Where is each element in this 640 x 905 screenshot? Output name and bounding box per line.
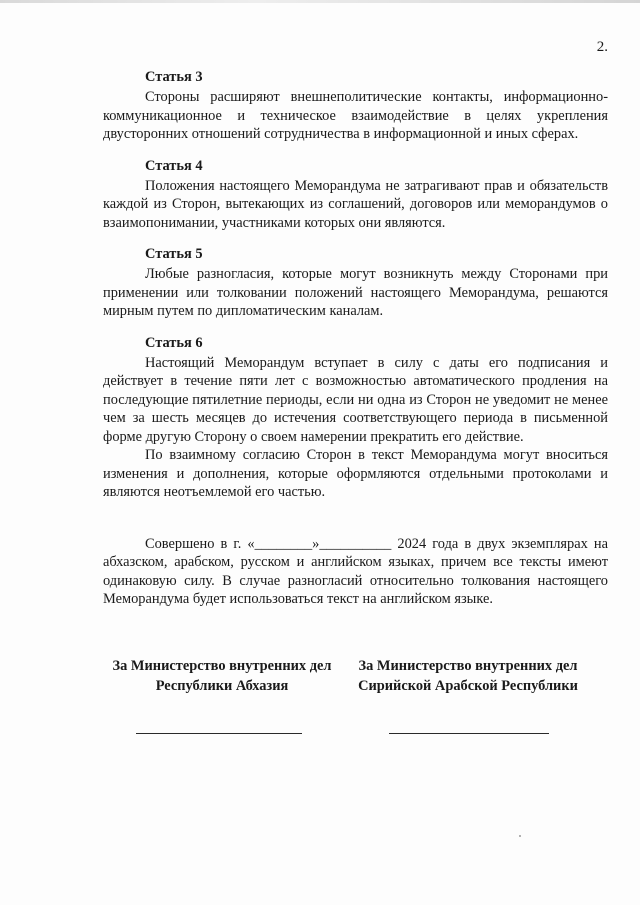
spacer bbox=[103, 232, 608, 245]
scan-edge-shadow bbox=[0, 0, 640, 3]
page-number: 2. bbox=[596, 39, 608, 55]
signatory-title-line-2: Республики Абхазия bbox=[155, 678, 289, 694]
signature-block-syria bbox=[347, 656, 589, 696]
article-5-heading: Статья 5 bbox=[145, 246, 203, 262]
signatory-title-line-1: За Министерство внутренних дел bbox=[358, 658, 578, 674]
article-4-paragraph: Положения настоящего Меморандума не затрагивают прав и обязательств каждой из Сторон, вытекающих из соглашений, договоров или меморандумов о взаимопонимании, участниками которых они являются. bbox=[103, 177, 608, 231]
signature-line-right bbox=[389, 733, 549, 734]
article-5-paragraph: Любые разногласия, которые могут возникнуть между Сторонами при применении или толковании положений настоящего Меморандума, решаются мирным путем по дипломатическим каналам. bbox=[103, 266, 608, 319]
spacer bbox=[103, 144, 608, 157]
article-3-paragraph: Стороны расширяют внешнеполитические контакты, информационно-коммуникационное и техническое взаимодействие в целях укрепления двусторонних отношений сотрудничества в информационной и иных сферах. bbox=[103, 89, 608, 142]
spacer bbox=[103, 502, 608, 535]
scan-artifact-dot bbox=[519, 835, 521, 837]
article-4-heading: Статья 4 bbox=[145, 157, 203, 174]
article-6-paragraph-2: По взаимному согласию Сторон в текст Меморандума могут вноситься изменения и дополнения, которые оформляются отдельными протоколами и являются неотъемлемой его частью. bbox=[103, 447, 608, 500]
article-3-heading: Статья 3 bbox=[145, 69, 203, 85]
signatory-title-line-2: Сирийской Арабской Республики bbox=[358, 678, 578, 694]
spacer bbox=[103, 321, 608, 334]
signature-block-abkhazia bbox=[101, 656, 343, 696]
signatory-title-line-1: За Министерство внутренних дел bbox=[112, 658, 332, 674]
document-body bbox=[103, 68, 608, 609]
article-6-heading: Статья 6 bbox=[145, 334, 203, 351]
signature-line-left bbox=[136, 733, 302, 734]
closing-paragraph: Совершено в г. «________»__________ 2024 года в двух экземплярах на абхазском, арабском, русском и английском языках, причем все тексты имеют одинаковую силу. В случае разногласий относительно толкования настоящего Меморандума будет использоваться текст на английском языке. bbox=[103, 535, 608, 607]
article-6-paragraph-1: Настоящий Меморандум вступает в силу с даты его подписания и действует в течение пяти лет с возможностью автоматического продления на последующие пятилетние периоды, если ни одна из Сторон не уведомит не менее чем за шесть месяцев до истечения соответствующего периода в письменной форме другую Сторону о своем намерении прекратить его действие. bbox=[103, 354, 608, 445]
